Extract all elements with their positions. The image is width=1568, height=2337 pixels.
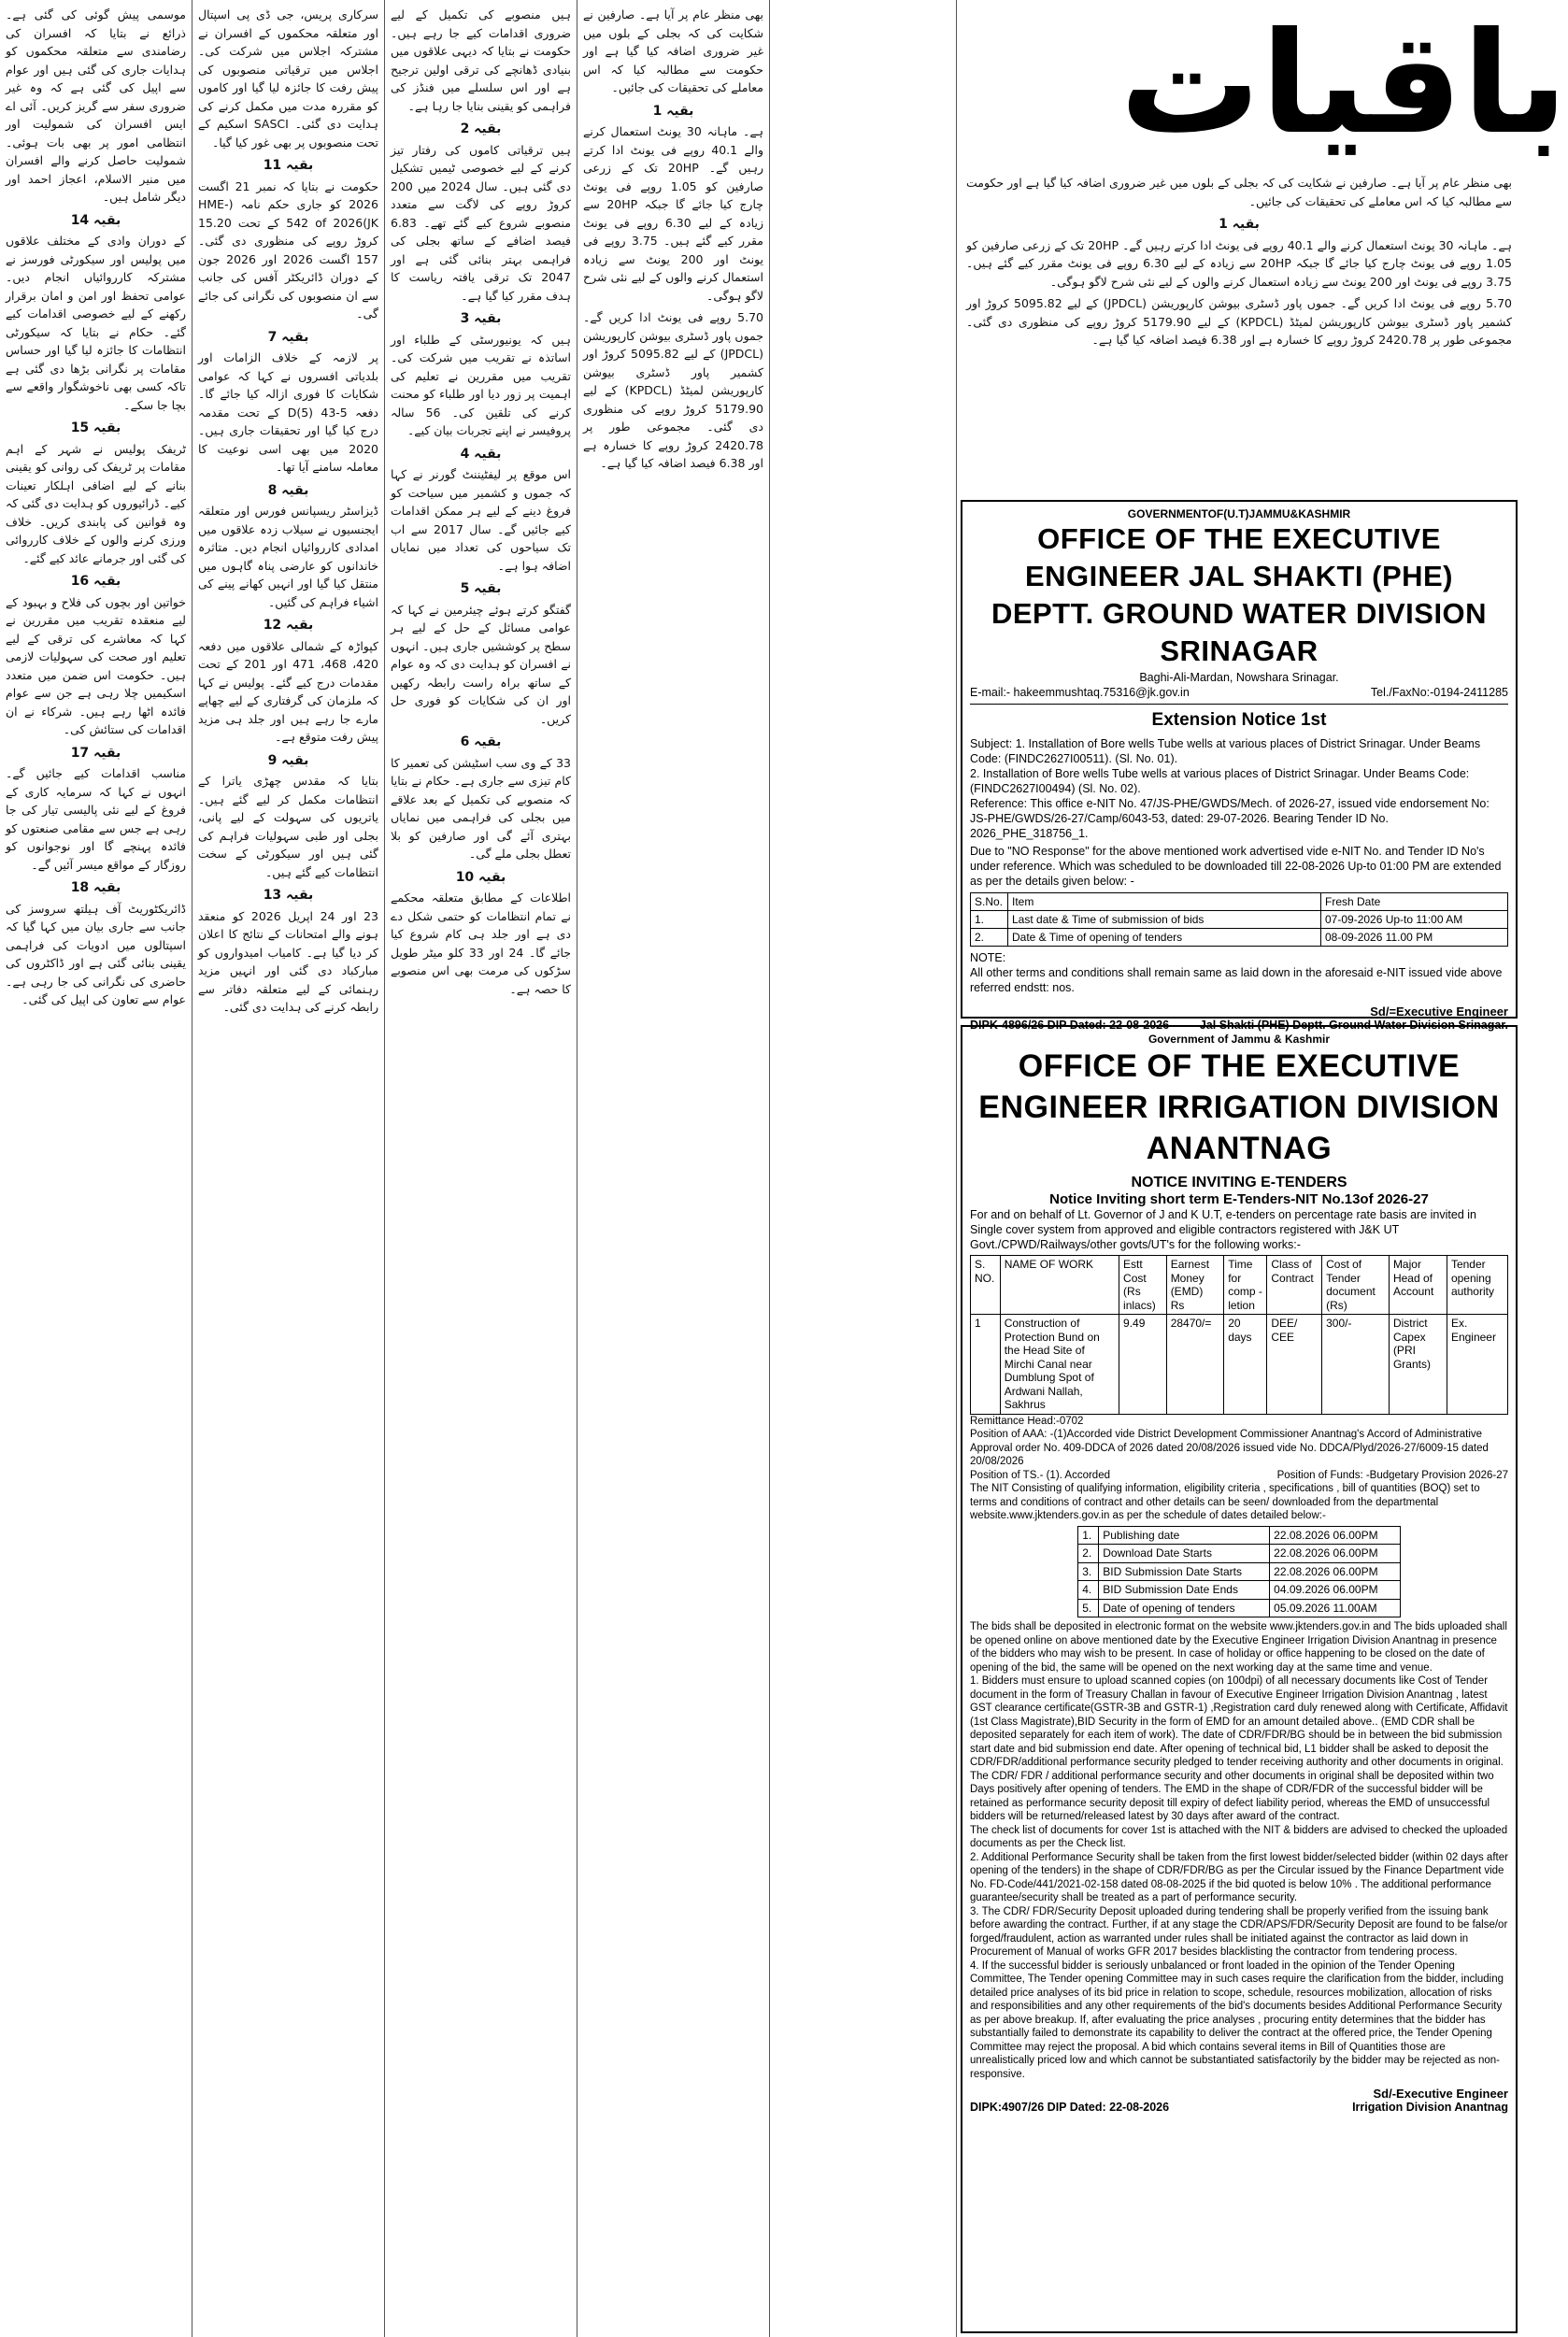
table-row	[971, 911, 1508, 929]
office-title: OFFICE OF THE EXECUTIVE ENGINEER IRRIGATION DIVISION ANANTNAG	[978, 1048, 1500, 1166]
table-header: Fresh Date	[1321, 893, 1508, 911]
article-text: اطلاعات کے مطابق متعلقہ محکمے نے تمام انتظامات کو حتمی شکل دے دی ہے اور جلد ہی کام شروع کیا جائے گا۔ 24 اور 33 کلو میٹر طویل سڑکوں کی مرمت بھی اس منصوبے کا حصہ ہے۔	[391, 891, 571, 996]
table-cell: 300/-	[1322, 1315, 1390, 1415]
para-4: 4. If the successful bidder is seriously unbalanced or front loaded in the opinion of the Tender Opening Committee, The Tender opening Committee may in such cases require the clarification from the bidder, including detailed price analyses of its bid price in relation to scope, schedule, resources mobilization, allocation of risks and responsibilities and any other requirements of the bid's documents besides Additional Performance Security as per above breakup. If, after evaluating the price analyses , procuring entity determines that the bidder has substantially failed to demonstrate its capability to deliver the contract at the offered price, the Tender Opening Committee may reject the proposal. A bid which contains several items in Bill of Quantities those are unrealistically priced low and which cannot be substantiated satisfactorily by the bidder may be rejected as non-responsive.	[970, 1959, 1504, 2080]
table-cell: Publishing date	[1099, 1526, 1270, 1545]
table-cell: District Capex (PRI Grants)	[1389, 1315, 1447, 1415]
article-text: بتایا کہ مقدس چھڑی یاترا کے انتظامات مکمل کر لیے گئے ہیں۔ یاتریوں کی سہولت کے لیے پانی، بجلی اور طبی سہولیات فراہم کی گئی ہیں اور سیکورٹی کے سخت انتظامات کیے گئے ہیں۔	[198, 774, 378, 879]
table-cell: 07-09-2026 Up-to 11:00 AM	[1321, 911, 1508, 929]
continuation-heading: بقیہ 14	[70, 212, 121, 228]
table-header: Tender opening authority	[1447, 1256, 1507, 1315]
article-text: 33 کے وی سب اسٹیشن کی تعمیر کا کام تیزی سے جاری ہے۔ حکام نے بتایا کہ منصوبے کی تکمیل کے بعد علاقے میں بجلی کی فراہمی میں نمایاں بہتری آئے گی اور صارفین کو بلا تعطل بجلی ملے گی۔	[391, 755, 571, 861]
continuation-heading: بقیہ 6	[460, 734, 502, 749]
works-table	[970, 1255, 1508, 1415]
table-cell: 08-09-2026 11.00 PM	[1321, 929, 1508, 947]
dipk-text: DIPK-4896/26 DIP Dated: 22-08-2026	[970, 1019, 1170, 1032]
table-header: S.No.	[971, 893, 1008, 911]
continuation-heading: بقیہ 18	[70, 880, 121, 895]
article-text: کے دوران وادی کے مختلف علاقوں میں پولیس اور سیکورٹی فورسز نے مشترکہ کارروائیاں انجام دیں۔ عوامی تحفظ اور امن و امان برقرار رکھنے کے لیے خصوصی اقدامات کیے گئے۔ حکام نے بتایا کہ سیکورٹی انتظامات کا جائزہ لیا گیا اور حساس مقامات پر نگرانی بڑھا دی گئی ہے تاکہ کسی بھی ناخوشگوار واقعے سے بچا جا سکے۔	[6, 234, 186, 412]
ad-footer	[970, 2101, 1508, 2114]
table-header: Cost of Tender document (Rs)	[1322, 1256, 1390, 1315]
continuation-heading: بقیہ 15	[70, 420, 121, 435]
table-cell: 05.09.2026 11.00AM	[1270, 1599, 1401, 1617]
table-cell: 22.08.2026 06.00PM	[1270, 1545, 1401, 1563]
notice-title: NOTICE INVITING E-TENDERS	[1131, 1175, 1347, 1190]
table-header: Major Head of Account	[1389, 1256, 1447, 1315]
table-row	[1078, 1581, 1401, 1600]
para-2: 2. Additional Performance Security shall be taken from the first lowest bidder/selected bidder (within 02 days after opening of the tenders) in the shape of CDR/FDR/BG as per the Circular issued by the Finance Department vide No. FD-Code/441/2021-02-158 dated 08-08-2025 if the bid quoted is below 10% . The additional performance guarantee/security shall be treated as a part of performance security.	[970, 1851, 1508, 1903]
article-text: گفتگو کرتے ہوئے چیئرمین نے کہا کہ عوامی مسائل کے حل کے لیے ہر سطح پر کوششیں جاری ہیں۔ انہوں نے افسران کو ہدایت دی کہ وہ عوام کے ساتھ براہ راست رابطہ رکھیں اور ان کی شکایات کو فوری حل کریں۔	[391, 602, 571, 726]
note-text: All other terms and conditions shall remain same as laid down in the aforesaid e-NIT issued vide above referred endstt: nos.	[970, 966, 1503, 994]
article-text: بھی منظر عام پر آیا ہے۔ صارفین نے شکایت کی کہ بجلی کے بلوں میں غیر ضروری اضافہ کیا گیا ہے اور حکومت سے مطالبہ کیا کہ اس معاملے کی تحقیقات کی جائیں۔	[966, 176, 1512, 208]
irrigation-tender-notice	[961, 1025, 1518, 2333]
article-text: 5.70 روپے فی یونٹ ادا کریں گے۔ جموں پاور ڈسٹری بیوشن کارپوریشن (JPDCL) کے لیے 5095.82 کروڑ اور کشمیر پاور ڈسٹری بیوشن کارپوریشن لمیٹڈ (KPDCL) کے لیے 5179.90 کروڑ روپے کی منظوری دی گئی۔ مجموعی طور پر 2420.78 کروڑ روپے کا خسارہ ہے اور 6.38 فیصد اضافہ کیا گیا ہے۔	[966, 296, 1512, 347]
table-cell: Download Date Starts	[1099, 1545, 1270, 1563]
note-label: NOTE:	[970, 951, 1006, 964]
table-header: Time for comp -letion	[1224, 1256, 1267, 1315]
tel-text: Tel./FaxNo:-0194-2411285	[1370, 686, 1508, 699]
table-cell: 9.49	[1119, 1315, 1167, 1415]
table-cell: Date & Time of opening of tenders	[1008, 929, 1321, 947]
table-cell: 5.	[1078, 1599, 1099, 1617]
contact-row	[970, 685, 1508, 700]
column-rule	[956, 0, 957, 2337]
article-text: 5.70 روپے فی یونٹ ادا کریں گے۔ جموں پاور ڈسٹری بیوشن کارپوریشن (JPDCL) کے لیے 5095.82 کروڑ اور کشمیر پاور ڈسٹری بیوشن کارپوریشن لمیٹڈ (KPDCL) کے لیے 5179.90 کروڑ روپے کی منظوری دی گئی۔ مجموعی طور پر 2420.78 کروڑ روپے کا خسارہ ہے اور 6.38 فیصد اضافہ کیا گیا ہے۔	[583, 310, 763, 470]
continuation-heading: بقیہ 2	[460, 121, 502, 136]
table-row	[1078, 1526, 1401, 1545]
article-text: 23 اور 24 اپریل 2026 کو منعقد ہونے والے امتحانات کے نتائج کا اعلان کر دیا گیا ہے۔ کامیاب امیدواروں کو مبارکباد دی گئی اور انہیں مزید رہنمائی کے لیے متعلقہ دفاتر سے رابطہ کرنے کی ہدایت دی گئی۔	[198, 908, 378, 1014]
table-header: Class of Contract	[1267, 1256, 1322, 1315]
divider	[970, 704, 1508, 705]
continuation-heading: بقیہ 8	[267, 482, 309, 498]
article-text: ڈیزاسٹر ریسپانس فورس اور متعلقہ ایجنسیوں نے سیلاب زدہ علاقوں میں امدادی کارروائیاں انجام دیں۔ متاثرہ خاندانوں کو عارضی پناہ گاہوں میں منتقل کیا گیا اور انہیں کھانے پینے کی اشیاء فراہم کی گئیں۔	[198, 504, 378, 609]
signature-2: Irrigation Division Anantnag	[1352, 2101, 1508, 2114]
dates-table	[970, 892, 1508, 947]
table-row	[1078, 1562, 1401, 1581]
table-cell: 22.08.2026 06.00PM	[1270, 1526, 1401, 1545]
article-text: خواتین اور بچوں کی فلاح و بہبود کے لیے منعقدہ تقریب میں مقررین نے کہا کہ معاشرے کی ترقی کے لیے تعلیم اور صحت کی سہولیات لازمی ہیں۔ حکومت اس ضمن میں متعدد اسکیمیں چلا رہی ہے جن سے عوام فائدہ اٹھا رہے ہیں۔ شرکاء نے ان اقدامات کی ستائش کی۔	[6, 594, 186, 736]
table-row	[971, 1315, 1508, 1415]
continuation-heading: بقیہ 12	[263, 618, 314, 633]
funds-text: Position of Funds: -Budgetary Provision 2026-27	[1276, 1469, 1508, 1481]
table-cell: 04.09.2026 06.00PM	[1270, 1581, 1401, 1600]
continuation-heading: بقیہ 17	[70, 745, 121, 761]
table-cell: 2.	[971, 929, 1008, 947]
table-cell: Construction of Protection Bund on the Head Site of Mirchi Canal near Dumblung Spot of Ardwani Nallah, Sakhrus	[1000, 1315, 1119, 1415]
reference-text: Reference: This office e-NIT No. 47/JS-PHE/GWDS/Mech. of 2026-27, issued vide endorsement No: JS-PHE/GWDS/26-27/Camp/6043-53, dated: 29-07-2026. Bearing Tender ID No. 2026_PHE_318756_1.	[970, 797, 1490, 840]
urdu-column	[192, 0, 384, 2337]
urdu-column	[577, 0, 769, 2337]
table-header: S. NO.	[971, 1256, 1001, 1315]
table-cell: 1.	[1078, 1526, 1099, 1545]
article-text: ہے۔ ماہانہ 30 یونٹ استعمال کرنے والے 40.1 روپے فی یونٹ ادا کرتے رہیں گے۔ 20HP تک کے زرعی صارفین کو 1.05 روپے فی یونٹ چارج کیا جائے گا جبکہ 20HP سے زیادہ کے لیے 6.30 روپے فی یونٹ مقرر کیے گئے ہیں۔ 3.75 روپے فی یونٹ اور 200 یونٹ سے زیادہ استعمال کرنے والوں کے لیے نئی شرح لاگو ہوگی۔	[583, 124, 764, 303]
signature-1: Sd/-Executive Engineer	[1373, 2087, 1508, 2101]
article-text: ہے۔ ماہانہ 30 یونٹ استعمال کرنے والے 40.1 روپے فی یونٹ ادا کرتے رہیں گے۔ 20HP تک کے زرعی صارفین کو 1.05 روپے فی یونٹ چارج کیا جائے گا جبکہ 20HP سے زیادہ کے لیے 6.30 روپے فی یونٹ مقرر کیے گئے ہیں۔ 3.75 روپے فی یونٹ اور 200 یونٹ سے زیادہ استعمال کرنے والوں کے لیے نئی شرح لاگو ہوگی۔	[966, 237, 1513, 289]
notice-title: Extension Notice 1st	[1151, 710, 1327, 730]
office-address: Baghi-Ali-Mardan, Nowshara Srinagar.	[1139, 671, 1339, 684]
article-text: سرکاری پریس، جی ڈی پی اسپتال اور متعلقہ محکموں کے افسران نے مشترکہ اجلاس میں شرکت کی۔ اجلاس میں ترقیاتی منصوبوں کی پیش رفت کا جائزہ لیا گیا اور کاموں کو مقررہ مدت میں مکمل کرنے کی ہدایت دی گئی۔ SASCI اسکیم کے تحت منصوبوں پر بھی غور کیا گیا۔	[198, 7, 378, 150]
article-text: ٹریفک پولیس نے شہر کے اہم مقامات پر ٹریفک کی روانی کو یقینی بنانے کے لیے اضافی اہلکار تعینات کیے۔ ڈرائیوروں کو ہدایت دی گئی کہ وہ قوانین کی پابندی کریں۔ خلاف ورزی کرنے والوں کے خلاف کارروائی کی گئی اور جرمانے عائد کیے گئے۔	[6, 441, 186, 565]
para-1b: The check list of documents for cover 1st is attached with the NIT & bidders are advised to checked the uploaded documents as per the Check list.	[970, 1824, 1508, 1849]
table-header: NAME OF WORK	[1000, 1256, 1119, 1315]
article-text: ڈائریکٹوریٹ آف ہیلتھ سروسز کی جانب سے جاری بیان میں کہا گیا کہ اسپتالوں میں ادویات کی فراہمی یقینی بنائی گئی ہے اور ڈاکٹروں کی حاضری کی نگرانی کی جا رہی ہے۔ عوام سے تعاون کی اپیل کی گئی۔	[6, 901, 186, 1006]
article-text: ہیں کہ یونیورسٹی کے طلباء اور اساتذہ نے تقریب میں شرکت کی۔ تقریب میں مقررین نے تعلیم کی اہمیت پر زور دیا اور طلباء کو محنت کرنے کی تلقین کی۔ 56 سالہ پروفیسر نے اپنے تجربات بیان کیے۔	[391, 332, 571, 437]
nit-text: The NIT Consisting of qualifying information, eligibility criteria , specifications , bill of quantities (BOQ) set to terms and conditions of contract and other details can be seen/ downloaded from the departmental website.www.jktenders.gov.in as per the schedule of dates detailed below:-	[970, 1483, 1480, 1521]
article-text: ہیں ترقیاتی کاموں کی رفتار تیز کرنے کے لیے خصوصی ٹیمیں تشکیل دی گئی ہیں۔ سال 2024 میں 200 کروڑ روپے کی لاگت سے متعدد منصوبے شروع کیے گئے تھے۔ 6.83 فیصد اضافے کے ساتھ بجلی کی فراہمی بہتر بنائی گئی ہے اور 2047 تک ترقی یافتہ ریاست کا ہدف مقرر کیا گیا ہے۔	[391, 142, 571, 303]
due-text: Due to "NO Response" for the above mentioned work advertised vide e-NIT No. and Tender ID No's under reference. Which was scheduled to be downloaded till 22-08-2026 Up-to 01:00 PM are extended as per the details given below: -	[970, 845, 1502, 888]
urdu-column	[0, 0, 192, 2337]
article-text: ہیں منصوبے کی تکمیل کے لیے ضروری اقدامات کیے جا رہے ہیں۔ حکومت نے بتایا کہ دیہی علاقوں میں بنیادی ڈھانچے کی ترقی اولین ترجیح ہے اور اس سلسلے میں فنڈز کی فراہمی کو یقینی بنایا جا رہا ہے۔	[391, 7, 571, 113]
article-text: مناسب اقدامات کیے جائیں گے۔ انہوں نے کہا کہ سرمایہ کاری کے فروغ کے لیے نئی پالیسی تیار کی جا رہی ہے جس سے مقامی صنعتوں کو فائدہ پہنچے گا اور نوجوانوں کو روزگار کے مواقع میسر آئیں گے۔	[6, 766, 186, 872]
article-text: اس موقع پر لیفٹیننٹ گورنر نے کہا کہ جموں و کشمیر میں سیاحت کو فروغ دینے کے لیے ہر ممکن اقدامات کیے جائیں گے۔ سال 2017 سے اب تک سیاحوں کی تعداد میں نمایاں اضافہ ہوا ہے۔	[391, 467, 571, 573]
table-row	[1078, 1545, 1401, 1563]
office-title: OFFICE OF THE EXECUTIVE ENGINEER JAL SHAKTI (PHE) DEPTT. GROUND WATER DIVISION SRINAGAR	[991, 522, 1488, 667]
table-row	[971, 929, 1508, 947]
table-row	[1078, 1599, 1401, 1617]
continuation-heading: بقیہ 13	[263, 888, 314, 903]
para-1: 1. Bidders must ensure to upload scanned copies (on 100dpi) of all necessary documents like Cost of Tender document in the form of Treasury Challan in favour of Executive Engineer Irrigation Division Anantnag , latest GST clearance certificate(GSTR-3B and GSTR-1) ,Registration card duly renewed along with Certificate, Affidavit (1st Class Magistrate),BID Security in the form of EMD for an amount detailed above.. (EMD CDR shall be deposited separately for each item of work). The date of CDR/FDR/BG should be in between the bid submission start date and bid submission end date. After opening of technical bid, L1 bidder shall be asked to deposit the CDR/FDR/additional performance security pledged to tender receiving authority and other documents in original. The CDR/ FDR / additional performance security and other documents in original shall be deposited within two Days positively after opening of tenders. The EMD in the shape of CDR/FDR of the successful bidder will be retained as performance security deposit till expiry of defect liability period, whereas the EMD of unsuccessful bidders will be returned/released latest by 30 days after award of the contract.	[970, 1675, 1508, 1822]
continuation-heading: بقیہ 10	[455, 869, 506, 885]
table-cell: BID Submission Date Starts	[1099, 1562, 1270, 1581]
para-0: The bids shall be deposited in electronic format on the website www.jktenders.gov.in and The bids uploaded shall be opened online on above mentioned date by the Executive Engineer Irrigation Division Anantnag in presence of the bidders who may wish to be present. In case of holiday or office happening to be closed on the date of opening of the bid, the same will be opened on the next working day at the same time and venue.	[970, 1621, 1507, 1674]
para-3: 3. The CDR/ FDR/Security Deposit uploaded during tendering shall be properly verified from the issuing bank before awarding the contract. Further, if at any stage the CDR/APS/FDR/Security Deposit are found to be false/or forged/fraudulent, action as warranted under rules shall be initiated against the contractor as laid down in Procurement of Manual of works GFR 2017 besides blacklisting the contractor from tendering process.	[970, 1905, 1508, 1958]
aaa-text: Position of AAA: -(1)Accorded vide District Development Commissioner Anantnag's Accord of Administrative Approval order No. 409-DDCA of 2026 dated 20/08/2026 issued vide No. DDCA/Plyd/2026-27/6009-15 dated 20/08/2026	[970, 1429, 1489, 1467]
urdu-column-top-right	[961, 168, 1518, 497]
gov-header: Government of Jammu & Kashmir	[1147, 1033, 1331, 1046]
position-row	[970, 1469, 1508, 1483]
article-text: کپواڑہ کے شمالی علاقوں میں دفعہ 420، 468، 471 اور 201 کے تحت مقدمات درج کیے گئے۔ پولیس نے کہا کہ ملزمان کی گرفتاری کے لیے چھاپے مارے جا رہے ہیں اور جلد ہی مزید پیش رفت متوقع ہے۔	[198, 638, 378, 744]
gov-header: GOVERNMENTOF(U.T)JAMMU&KASHMIR	[1127, 507, 1351, 520]
urdu-column	[385, 0, 577, 2337]
table-cell: 20 days	[1224, 1315, 1267, 1415]
email-text: E-mail:- hakeemmushtaq.75316@jk.gov.in	[970, 686, 1190, 699]
column-rule	[384, 0, 385, 2337]
article-text: پر لازمہ کے خلاف الزامات اور بلدیاتی افسروں نے کہا کہ عوامی شکایات کا فوری ازالہ کیا جائے گا۔ دفعہ D(5) 43-5 کے تحت مقدمہ درج کیا گیا اور تحقیقات جاری ہیں۔ 2020 میں بھی اسی نوعیت کا معاملہ سامنے آیا تھا۔	[198, 350, 378, 474]
continuation-heading: بقیہ 3	[460, 311, 502, 326]
table-header: Item	[1008, 893, 1321, 911]
table-cell: Last date & Time of submission of bids	[1008, 911, 1321, 929]
table-cell: DEE/ CEE	[1267, 1315, 1322, 1415]
table-cell: BID Submission Date Ends	[1099, 1581, 1270, 1600]
dipk-text: DIPK:4907/26 DIP Dated: 22-08-2026	[970, 2101, 1170, 2114]
column-rule	[769, 0, 770, 2337]
article-text: حکومت نے بتایا کہ نمبر 21 اگست 2026 کو جاری حکم نامہ (HME-542 of 2026(JK کے تحت 15.20 کروڑ روپے کی منظوری دی گئی۔ 157 اگست 2026 اور 2026 جون کے دوران ڈائریکٹر آفس کی جانب سے ان منصوبوں کی نگرانی کی جائے گی۔	[198, 178, 379, 321]
continuation-heading: بقیہ 4	[460, 446, 502, 462]
jal-shakti-notice	[961, 500, 1518, 1032]
continuation-heading: بقیہ 7	[267, 329, 309, 345]
remit-text: Remittance Head:-0702	[970, 1415, 1084, 1427]
notice-subtitle: Notice Inviting short term E-Tenders-NIT No.13of 2026-27	[1049, 1191, 1429, 1207]
schedule-table	[1077, 1526, 1401, 1618]
signature-1: Sd/=Executive Engineer	[1370, 1005, 1508, 1019]
table-cell: 22.08.2026 06.00PM	[1270, 1562, 1401, 1581]
table-header: Estt Cost (Rs inlacs)	[1119, 1256, 1167, 1315]
table-cell: 3.	[1078, 1562, 1099, 1581]
subject-2: 2. Installation of Bore wells Tube wells at various places of District Srinagar. Under Beams Code: (FINDC2627I00494) (Sl. No. 02).	[970, 767, 1470, 795]
table-cell: 1	[971, 1315, 1001, 1415]
table-cell: 28470/=	[1166, 1315, 1224, 1415]
ts-text: Position of TS.- (1). Accorded	[970, 1469, 1110, 1481]
continuation-heading: بقیہ 11	[263, 158, 314, 173]
subject-1: Subject: 1. Installation of Bore wells Tube wells at various places of District Srinagar. Under Beams Code: (FINDC2627I00511). (Sl. No. 01).	[970, 737, 1481, 765]
continuation-heading: بقیہ 1	[1219, 217, 1260, 232]
intro-text: For and on behalf of Lt. Governor of J and K U.T, e-tenders on percentage rate basis are invited in Single cover system from approved and eligible contractors registered with J&K UT Govt./CPWD/Railways/other govts/UT's for the following works:-	[970, 1208, 1476, 1251]
continuation-heading: بقیہ 1	[652, 103, 694, 119]
signature-2: Jal Shakti (PHE) Deptt. Ground Water Division Srinagar.	[1199, 1019, 1508, 1032]
continuation-heading: بقیہ 9	[267, 752, 309, 768]
table-cell: 1.	[971, 911, 1008, 929]
table-header: Earnest Money (EMD) Rs	[1166, 1256, 1224, 1315]
table-cell: 4.	[1078, 1581, 1099, 1600]
table-cell: Date of opening of tenders	[1099, 1599, 1270, 1617]
continuation-heading: بقیہ 5	[460, 581, 502, 596]
article-text: موسمی پیش گوئی کی گئی ہے۔ ذرائع نے بتایا کہ افسران کی رضامندی سے متعلقہ محکموں کو ہدایات جاری کی گئی ہیں اور عوام سے اپیل کی گئی ہے کہ وہ غیر ضروری سفر سے گریز کریں۔ آئی اے ایس افسران کی شمولیت اور انتظامی امور پر بھی بات ہوئی۔ شمولیت حاصل کرنے والے افسران میں منیر الاسلام، اعجاز احمد اور دیگر شامل ہیں۔	[6, 7, 186, 204]
table-cell: Ex. Engineer	[1447, 1315, 1507, 1415]
article-text: بھی منظر عام پر آیا ہے۔ صارفین نے شکایت کی کہ بجلی کے بلوں میں غیر ضروری اضافہ کیا گیا ہے اور حکومت سے مطالبہ کیا کہ اس معاملے کی تحقیقات کی جائیں۔	[583, 7, 763, 94]
continuation-heading: بقیہ 16	[70, 574, 121, 589]
table-cell: 2.	[1078, 1545, 1099, 1563]
masthead-title: باقیات	[1119, 3, 1568, 165]
